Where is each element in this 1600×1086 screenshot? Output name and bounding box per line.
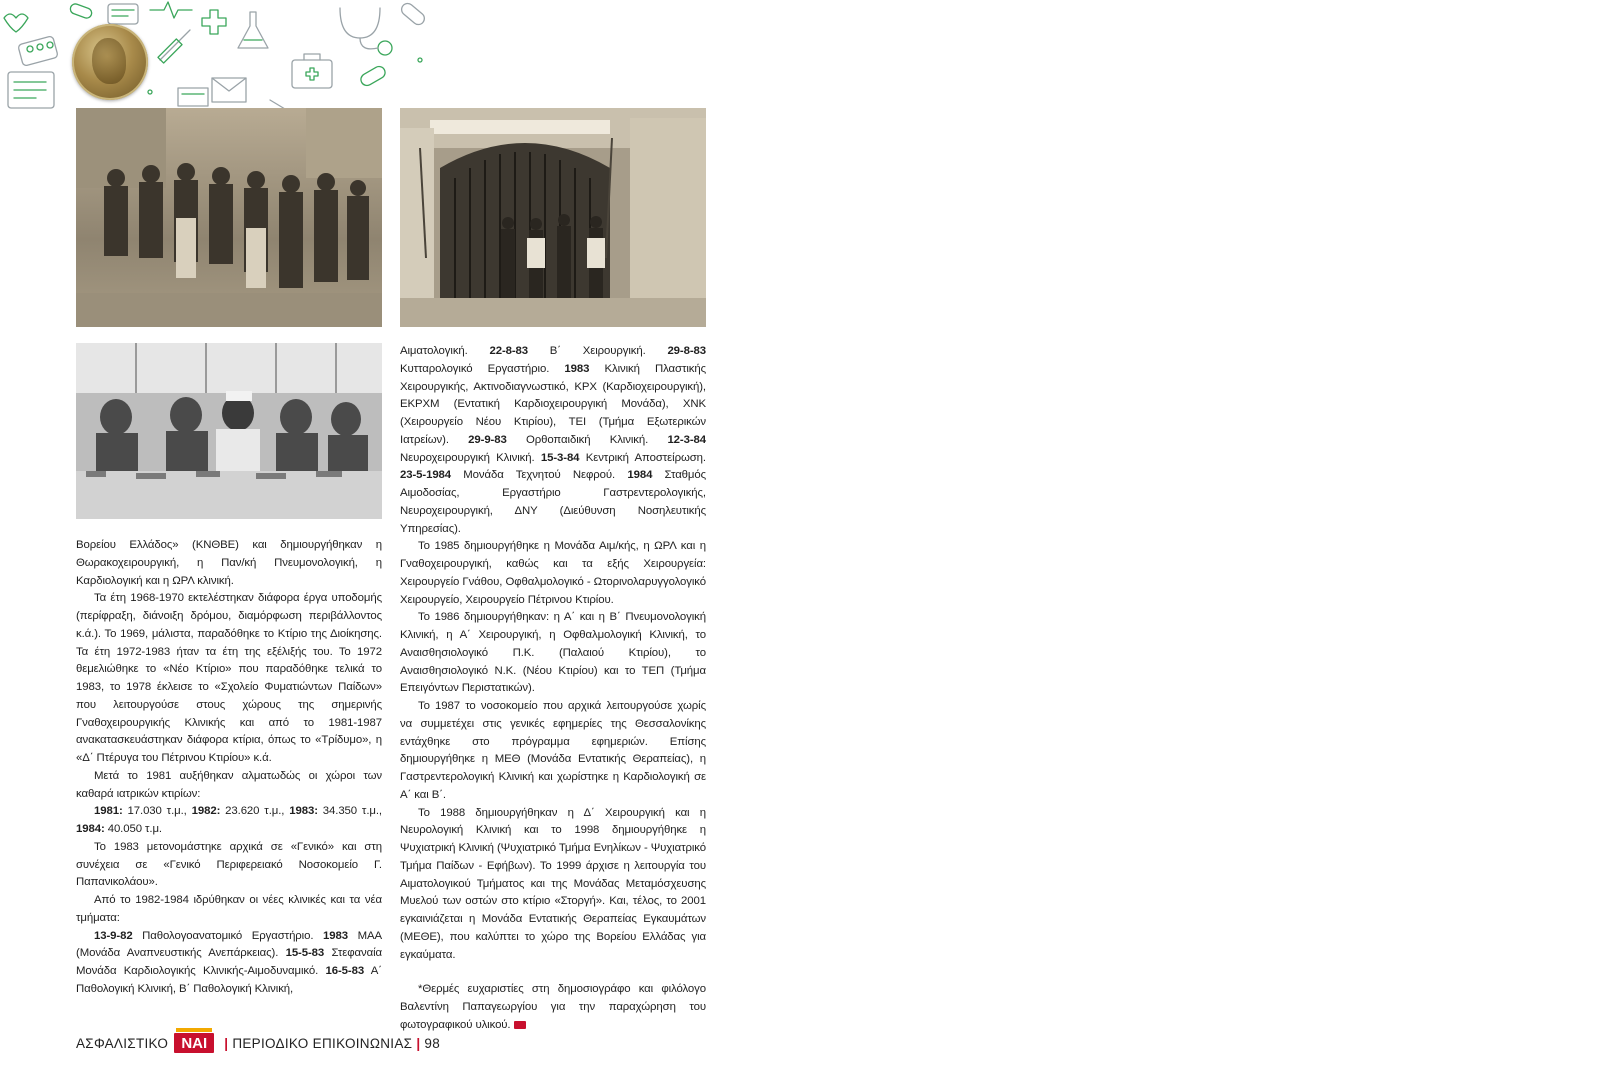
paragraph: Το 1983 μετονομάστηκε αρχικά σε «Γενικό» και στη συνέχεια σε «Γενικό Περιφερειακό Νοσοκομείο Γ. Παπανικολάου». bbox=[76, 840, 382, 889]
area-value: 34.350 τ.μ., bbox=[317, 805, 382, 818]
date-label: 1983 bbox=[564, 362, 590, 375]
footer-section: ΠΕΡΙΟΔΙΚΟ ΕΠΙΚΟΙΝΩΝΙΑΣ bbox=[232, 1035, 413, 1051]
photo-staff-counter bbox=[76, 343, 382, 519]
timeline-text: Αιματολογική. bbox=[400, 345, 490, 357]
date-label: 29-8-83 bbox=[667, 345, 706, 357]
area-value: 23.620 τ.μ., bbox=[220, 805, 290, 818]
year-label: 1984: bbox=[76, 823, 105, 835]
photo-group-outdoor bbox=[76, 108, 382, 327]
page-number: 98 bbox=[424, 1035, 441, 1051]
timeline-text: Κλινική Πλαστικής Χειρουργικής, Ακτινοδιαγνωστικό, ΚΡΧ (Καρδιοχειρουργική), ΕΚΡΧΜ (Εντατική Καρδιοχειρουργική Μονάδα), ΧΝΚ (Χειρουργείο Νέου Κτιρίου), ΤΕΙ (Τμήμα Εξωτερικών Ιατρείων). bbox=[400, 362, 706, 446]
date-label: 22-8-83 bbox=[489, 345, 529, 357]
text-column-right bbox=[400, 343, 706, 1035]
spacer bbox=[400, 964, 706, 981]
paragraph: Τα έτη 1968-1970 εκτελέστηκαν διάφορα έργα υποδομής (περίφραξη, διάνοιξη δρόμου, διαμόρφωση περιβάλλοντος κ.ά.). Το 1969, μάλιστα, παραδόθηκε το Κτίριο της Διοίκησης. Τα έτη 1972-1983 ήταν τα έτη της εξέλιξής του. Το 1972 θεμελιώθηκε το «Νέο Κτίριο» που παραδόθηκε τελικά το 1983, το 1978 έκλεισε το «Σχολείο Φυματιώντων Παίδων» που λειτουργούσε στους χώρους της σημερινής Γναθοχειρουργικής Κλινικής και από το 1981-1987 ανακατασκευάστηκαν διάφορα κτίρια, όπως το «Τρίδυμο», η «Δ΄ Πτέρυγα του Πέτρινου Κτιρίου» κ.ά. bbox=[76, 592, 382, 764]
date-label: 29-9-83 bbox=[468, 433, 507, 446]
date-label: 15-3-84 bbox=[540, 451, 580, 464]
hippocrates-medallion-icon bbox=[72, 24, 148, 100]
paragraph: Το 1985 δημιουργήθηκε η Μονάδα Αιμ/κής, η ΩΡΛ και η Γναθοχειρουργική, καθώς και τα εξής Χειρουργεία: Χειρουργείο Γνάθου, Οφθαλμολογικό - Ωτορινολαρυγγολογικό Χειρουργείο, Χειρουργείο Πέτρινου Κτιρίου. bbox=[400, 540, 706, 606]
timeline-text: Κεντρική Αποστείρωση. bbox=[579, 451, 706, 464]
nai-end-mark-icon bbox=[514, 1021, 526, 1029]
timeline-text: Στεφαναία Μονάδα Καρδιολογικής Κλινικής-Αιμοδυναμικό. bbox=[76, 947, 382, 977]
photo-hospital-gate bbox=[400, 108, 706, 327]
paragraph: Το 1986 δημιουργήθηκαν: η Α΄ και η Β΄ Πνευμονολογική Κλινική, η Α΄ Χειρουργική, η Οφθαλμολογική Κλινική, το Αναισθησιολογικό Π.Κ. (Παλαιού Κτιρίου), το Αναισθησιολογικό Ν.Κ. (Νέου Κτιρίου) και το ΤΕΠ (Τμήμα Επειγόντων Περιστατικών). bbox=[400, 611, 706, 695]
date-label: 1983 bbox=[323, 929, 348, 942]
timeline-text: Ορθοπαιδική Κλινική. bbox=[506, 433, 668, 446]
timeline-text: Παθολογοανατομικό Εργαστήριο. bbox=[132, 929, 324, 942]
paragraph: Μετά το 1981 αυξήθηκαν αλματωδώς οι χώροι των καθαρά ιατρικών κτιρίων: bbox=[76, 769, 382, 800]
text-column-left bbox=[76, 537, 382, 999]
timeline-text: Νευροχειρουργική Κλινική. bbox=[400, 451, 541, 464]
year-label: 1983: bbox=[289, 805, 318, 818]
acknowledgement-note bbox=[400, 981, 706, 1034]
date-label: 1984 bbox=[627, 469, 653, 482]
footer-separator: | bbox=[416, 1035, 421, 1051]
logo-text: ΝΑΙ bbox=[181, 1034, 208, 1052]
year-label: 1982: bbox=[191, 805, 221, 818]
timeline-text: Β΄ Χειρουργική. bbox=[528, 345, 668, 357]
date-label: 12-3-84 bbox=[667, 433, 706, 446]
paragraph-areas bbox=[76, 803, 382, 839]
date-label: 16-5-83 bbox=[325, 965, 365, 977]
date-label: 13-9-82 bbox=[94, 929, 133, 942]
medical-doodle-icons bbox=[0, 0, 440, 125]
timeline-text: ΜΑΑ (Μονάδα Αναπνευστικής Ανεπάρκειας). bbox=[76, 929, 382, 960]
timeline-text: Σταθμός Αιμοδοσίας, Εργαστήριο Γαστρεντερολογικής, Νευροχειρουργική, ΔΝΥ (Διεύθυνση Νοσηλευτικής Υπηρεσίας). bbox=[400, 469, 707, 535]
paragraph-timeline bbox=[400, 343, 706, 538]
nai-logo-icon bbox=[174, 1033, 214, 1053]
paragraph-timeline bbox=[76, 928, 382, 999]
year-label: 1981: bbox=[94, 805, 123, 818]
area-value: 40.050 τ.μ. bbox=[104, 823, 163, 835]
footer-separator: | bbox=[224, 1035, 229, 1051]
note-text: *Θερμές ευχαριστίες στη δημοσιογράφο και φιλόλογο Βαλεντίνη Παπαγεωργίου για την παραχώρηση του φωτογραφικού υλικού. bbox=[400, 983, 706, 1031]
page-footer bbox=[76, 1033, 440, 1053]
footer-magazine-name: ΑΣΦΑΛΙΣΤΙΚΟ bbox=[76, 1035, 169, 1051]
area-value: 17.030 τ.μ., bbox=[122, 805, 192, 818]
paragraph: Από το 1982-1984 ιδρύθηκαν οι νέες κλινικές και τα νέα τμήματα: bbox=[76, 894, 382, 924]
timeline-text: Μονάδα Τεχνητού Νεφρού. bbox=[451, 469, 628, 482]
paragraph: Το 1988 δημιουργήθηκαν η Δ΄ Χειρουργική και η Νευρολογική Κλινική και το 1998 δημιουργήθηκε η Ψυχιατρική Κλινική (Ψυχιατρικό Τμήμα Ενηλίκων - Ψυχιατρικό Τμήμα Παίδων - Εφήβων). Το 1999 άρχισε η λειτουργία του Αιματολογικού Τμήματος και της Μονάδας Μεταμόσχευσης Μυελού των οστών στο κτίριο «Στοργή». Και, τέλος, το 2001 εγκαινιάζεται η Μονάδα Εντατικής Θεραπείας Εγκαυμάτων (ΜΕΘΕ), που καλύπτει το χώρο της Βορείου Ελλάδας για εγκαύματα. bbox=[400, 806, 706, 961]
timeline-text: Κυτταρολογικό Εργαστήριο. bbox=[400, 362, 565, 375]
paragraph: Βορείου Ελλάδος» (ΚΝΘΒΕ) και δημιουργήθηκαν η Θωρακοχειρουργική, η Παν/κή Πνευμονολογική, η Καρδιολογική και η ΩΡΛ κλινική. bbox=[76, 539, 382, 587]
paragraph: Το 1987 το νοσοκομείο που αρχικά λειτουργούσε χωρίς να συμμετέχει στις γενικές εφημερίες της Θεσσαλονίκης εντάχθηκε στο πρόγραμμα εφημεριών. Επίσης δημιουργήθηκε η ΜΕΘ (Μονάδα Εντατικής Θεραπείας), η Γαστρεντερολογική Κλινική και χωρίστηκε η Καρδιολογική σε Α΄ και Β΄. bbox=[400, 700, 706, 801]
date-label: 23-5-1984 bbox=[400, 469, 452, 482]
timeline-text: Α΄ Παθολογική Κλινική, Β΄ Παθολογική Κλινική, bbox=[76, 965, 382, 995]
date-label: 15-5-83 bbox=[285, 947, 325, 960]
